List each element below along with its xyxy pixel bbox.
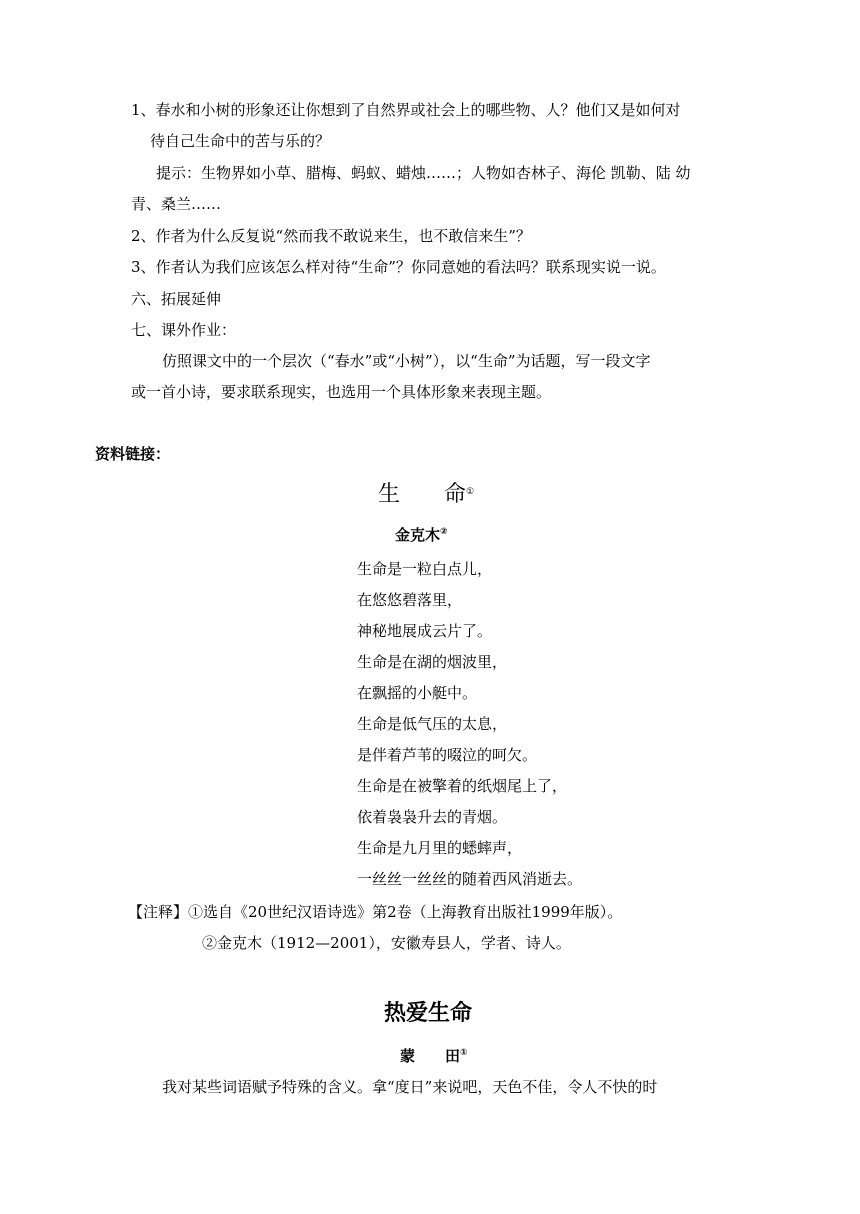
homework-line-2: 或一首小诗，要求联系现实，也选用一个具体形象来表现主题。	[131, 383, 552, 401]
poem-line: 在飘摇的小艇中。	[357, 684, 478, 702]
question-1-line-2: 待自己生命中的苦与乐的？	[150, 132, 331, 150]
annotation-2: ②金克木（1912—2001），安徽寿县人，学者、诗人。	[202, 934, 571, 952]
poem-line: 生命是在被擎着的纸烟尾上了，	[357, 777, 568, 795]
poem-title	[378, 481, 474, 509]
poem-line: 依着袅袅升去的青烟。	[357, 808, 508, 826]
poem-line: 是伴着芦苇的啜泣的呵欠。	[357, 746, 538, 764]
poem-line: 生命是低气压的太息，	[357, 715, 508, 733]
essay-first-line: 我对某些词语赋予特殊的含义。拿“度日”来说吧，天色不佳，令人不快的时	[162, 1078, 658, 1096]
links-label: 资料链接：	[95, 445, 171, 463]
poem-author	[395, 525, 448, 545]
section-extend: 六、拓展延伸	[131, 290, 222, 308]
poem-author-name: 金克木	[395, 526, 441, 544]
poem-line: 神秘地展成云片了。	[357, 622, 493, 640]
hint-line-1: 提示：生物界如小草、腊梅、蚂蚁、蜡烛……；人物如杏林子、海伦 凯勒、陆 幼	[156, 164, 691, 182]
poem-title-text: 生 命	[378, 482, 467, 507]
poem-line: 生命是在湖的烟波里，	[357, 653, 508, 671]
poem-title-note: ①	[466, 487, 475, 497]
annotation-1: 【注释】①选自《20世纪汉语诗选》第2卷（上海教育出版社1999年版）。	[128, 903, 623, 921]
poem-author-note: ②	[440, 527, 448, 537]
poem-line: 生命是九月里的蟋蟀声，	[357, 839, 523, 857]
poem-line: 一丝丝一丝丝的随着西风消逝去。	[357, 870, 583, 888]
poem-line: 生命是一粒白点儿，	[357, 560, 493, 578]
hint-line-2: 青、桑兰……	[131, 195, 222, 213]
homework-line-1: 仿照课文中的一个层次（“春水”或“小树”），以“生命”为话题，写一段文字	[162, 352, 651, 370]
poem-line: 在悠悠碧落里，	[357, 591, 463, 609]
question-2: 2、作者为什么反复说“然而我不敢说来生，也不敢信来生”？	[131, 227, 531, 245]
question-3: 3、作者认为我们应该怎么样对待“生命”？你同意她的看法吗？联系现实说一说。	[131, 258, 666, 276]
essay-author-name: 蒙 田	[400, 1047, 461, 1065]
essay-author	[400, 1046, 468, 1066]
question-1-line-1: 1、春水和小树的形象还让你想到了自然界或社会上的哪些物、人？他们又是如何对	[131, 101, 681, 119]
essay-author-note: ①	[460, 1048, 468, 1058]
essay-title: 热爱生命	[384, 1001, 473, 1026]
section-homework: 七、课外作业：	[131, 321, 237, 339]
